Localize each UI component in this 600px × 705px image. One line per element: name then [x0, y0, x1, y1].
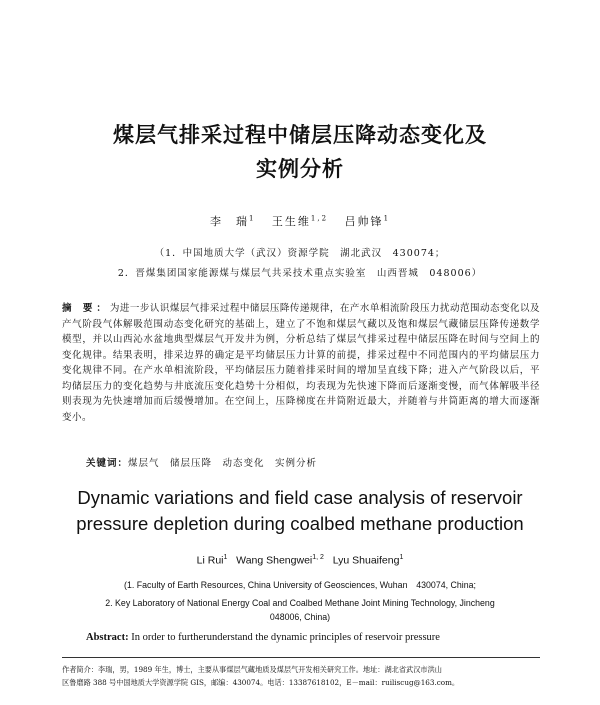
author-name: 李 瑞: [209, 215, 249, 228]
chinese-title-line-2: 实例分析: [256, 157, 344, 181]
chinese-affiliation-2: 2．晋煤集团国家能源煤与煤层气共采技术重点实验室 山西晋城 048006）: [117, 268, 483, 279]
chinese-abstract-label: 摘 要：: [62, 303, 110, 314]
footnote-line-1: 作者简介：李瑞，男，1989 年生，博士，主要从事煤层气藏地质及煤层气开发相关研究工作。地址：湖北省武汉市洪山: [62, 665, 442, 674]
author-affiliation-mark: 1, 2: [312, 554, 324, 561]
author-affiliation-mark: 1: [248, 214, 256, 223]
author-name: 王生维: [271, 215, 311, 228]
author-footnote: [62, 664, 544, 689]
footnote-line-2: 区鲁磨路 388 号中国地质大学资源学院 GIS，邮编：430074。电话：13387618102，E－mail：ruiliscug@163.com。: [62, 677, 460, 687]
author-affiliation-mark: 1: [223, 554, 228, 561]
chinese-authors: [0, 213, 600, 229]
english-abstract-text: In order to furtherunderstand the dynamic principles of reservoir pressure: [128, 632, 440, 643]
chinese-abstract: [62, 301, 540, 425]
author-name: 吕帅锋: [344, 215, 384, 228]
english-affiliation-1: (1. Faculty of Earth Resources, China University of Geosciences, Wuhan 430074, China;: [124, 580, 476, 590]
chinese-title-line-1: 煤层气排采过程中储层压降动态变化及: [113, 123, 487, 147]
author-name: Wang Shengwei: [236, 554, 313, 567]
footnote-divider: [62, 657, 540, 658]
english-abstract: [86, 632, 541, 643]
author-name: Lyu Shuaifeng: [332, 554, 400, 567]
english-authors: [0, 554, 600, 567]
english-title-line-2: pressure depletion during coalbed methane production: [76, 513, 524, 534]
chinese-keywords-list: 煤层气 储层压降 动态变化 实例分析: [128, 458, 318, 469]
chinese-title: [0, 118, 600, 186]
english-abstract-label: Abstract:: [86, 632, 129, 643]
english-affiliation-2-continued: 048006, China): [269, 612, 331, 622]
author-affiliation-mark: 1,2: [310, 214, 329, 223]
english-title-line-1: Dynamic variations and field case analysis of reservoir: [77, 487, 523, 508]
english-title: [0, 485, 600, 537]
chinese-keywords: [86, 455, 317, 469]
author-affiliation-mark: 1: [383, 214, 391, 223]
author-name: Li Rui: [196, 554, 224, 567]
chinese-keywords-label: 关键词：: [86, 458, 129, 469]
chinese-abstract-text: 为进一步认识煤层气排采过程中储层压降传递规律，在产水单相流阶段压力扰动范围动态变化以及产气阶段气体解吸范围动态变化研究的基础上，建立了不饱和煤层气藏以及饱和煤层气藏储层压降传递数学模型，并以山西沁水盆地典型煤层气开发井为例，分析总结了煤层气排采过程中储层压降在时间与空间上的变化规律。结果表明，排采边界的确定是平均储层压力计算的前提，排采过程中不同范围内的平均储层压力变化规律不同。在产水单相流阶段，平均储层压力随着排采时间的增加呈直线下降；进入产气阶段以后，平均储层压力的变化趋势与井底流压变化趋势十分相似，均表现为先快速下降而后逐渐变慢，而气体解吸半径则表现为先快速增加而后缓慢增加。在空间上，压降梯度在井筒附近最大，并随着与井筒距离的增大而逐渐变小。: [62, 303, 540, 423]
english-affiliation-2: 2. Key Laboratory of National Energy Coal and Coalbed Methane Joint Mining Technology, Jincheng: [105, 598, 495, 608]
chinese-affiliation-1: （1．中国地质大学（武汉）资源学院 湖北武汉 430074；: [154, 248, 446, 259]
author-affiliation-mark: 1: [399, 554, 404, 561]
